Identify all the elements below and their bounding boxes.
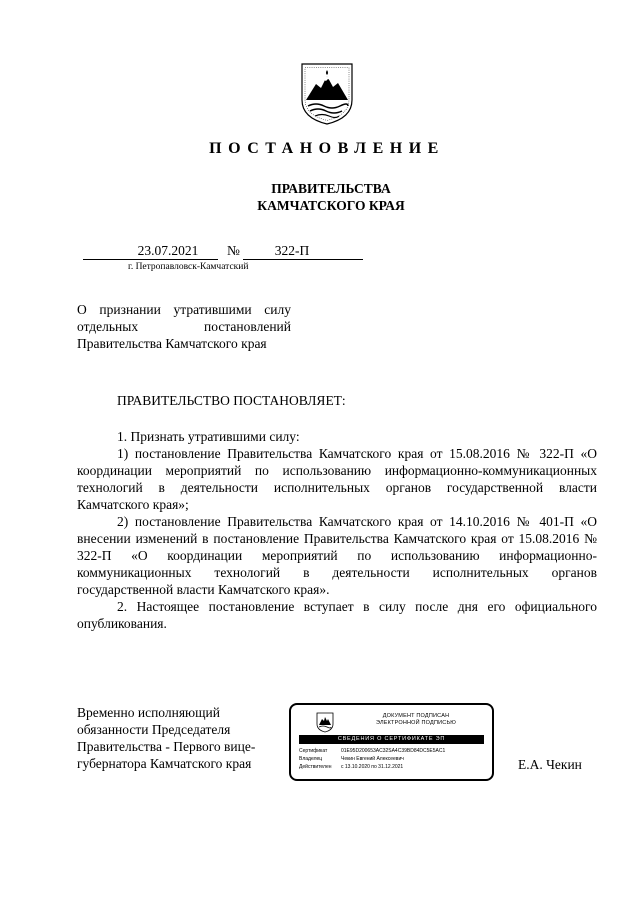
- stamp-title: [351, 713, 481, 727]
- document-date: 23.07.2021: [83, 243, 218, 260]
- stamp-emblem-icon: [315, 711, 335, 733]
- document-number: 322-П: [243, 243, 363, 260]
- electronic-signature-stamp: [289, 703, 494, 781]
- signer-line-2: обязанности Председателя: [77, 722, 231, 737]
- document-body: [77, 428, 597, 632]
- date-number-row: [0, 243, 640, 261]
- stamp-certificate-details: [299, 747, 489, 771]
- body-paragraph-1: 1. Признать утратившими силу:: [117, 429, 300, 444]
- stamp-row-key: Действителен: [299, 764, 332, 770]
- signer-line-3: Правительства - Первого вице-: [77, 739, 256, 754]
- decree-statement: ПРАВИТЕЛЬСТВО ПОСТАНОВЛЯЕТ:: [117, 393, 346, 408]
- body-paragraph-3: 2) постановление Правительства Камчатского края от 14.10.2016 № 401-П «О внесении изменений в постановление Правительства Камчатского края от 15.08.2016 № 322-П «О координации мероприятий по использованию информационно-коммуникационных технологий в деятельности исполнительных органов государственной власти Камчатского края».: [77, 514, 597, 597]
- body-paragraph-2: 1) постановление Правительства Камчатского края от 15.08.2016 № 322-П «О координации мероприятий по использованию информационно-коммуникационных технологий в деятельности исполнительных органов государственной власти Камчатского края»;: [77, 446, 597, 512]
- body-paragraph-4: 2. Настоящее постановление вступает в силу после дня его официального опубликования.: [77, 599, 597, 631]
- stamp-row: [299, 747, 489, 755]
- stamp-title-line-1: ДОКУМЕНТ ПОДПИСАН: [382, 713, 450, 719]
- issuing-authority: [0, 180, 640, 214]
- kamchatka-emblem-icon: [298, 60, 356, 126]
- stamp-row-value: 01E95D200653AC32SA4C39BD84DC5E5AC1: [341, 748, 446, 754]
- stamp-title-line-2: ЭЛЕКТРОННОЙ ПОДПИСЬЮ: [375, 720, 457, 726]
- signer-position: [77, 704, 277, 772]
- document-type-heading: ПОСТАНОВЛЕНИЕ: [209, 140, 445, 157]
- subject-line-2: отдельных постановлений: [77, 319, 291, 334]
- document-subject: [77, 301, 291, 352]
- stamp-row-key: Сертификат: [299, 748, 328, 754]
- signer-line-4: губернатора Камчатского края: [77, 756, 252, 771]
- stamp-row: [299, 763, 489, 771]
- subject-line-1: О признании утратившими силу: [77, 302, 291, 317]
- stamp-row: [299, 755, 489, 763]
- stamp-certificate-bar: СВЕДЕНИЯ О СЕРТИФИКАТЕ ЭП: [299, 735, 484, 744]
- stamp-row-value: с 13.10.2020 по 31.12.2021: [341, 764, 404, 770]
- authority-line-2: КАМЧАТСКОГО КРАЯ: [257, 198, 405, 213]
- number-sign: №: [227, 243, 240, 258]
- subject-line-3: Правительства Камчатского края: [77, 336, 267, 351]
- signer-name: Е.А. Чекин: [518, 757, 582, 772]
- signer-line-1: Временно исполняющий: [77, 705, 220, 720]
- city-label: г. Петропавловск-Камчатский: [128, 262, 249, 272]
- stamp-row-key: Владелец: [299, 756, 323, 762]
- stamp-row-value: Чекин Евгений Алексеевич: [341, 756, 404, 762]
- authority-line-1: ПРАВИТЕЛЬСТВА: [271, 181, 391, 196]
